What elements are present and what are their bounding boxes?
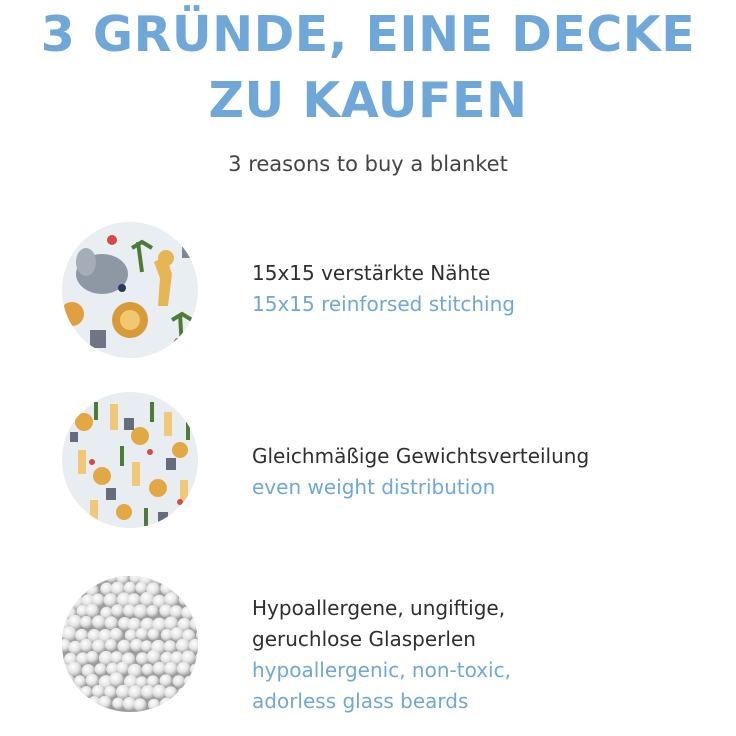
reason-2-german-line: Gleichmäßige Gewichtsverteilung [252, 444, 590, 468]
reason-2-english-line: even weight distribution [252, 475, 496, 499]
reason-1-german [252, 258, 722, 289]
reason-2-english [252, 472, 722, 503]
reason-3 [252, 593, 722, 717]
page-title-line-1: 3 GRÜNDE, EINE DECKE [40, 6, 696, 63]
page-subtitle: 3 reasons to buy a blanket [228, 152, 508, 176]
page-title [0, 2, 736, 134]
fabric-pattern-image [62, 392, 198, 528]
reason-3-english-line-1: hypoallergenic, non-toxic, [252, 658, 511, 682]
page-title-line-2: ZU KAUFEN [208, 72, 528, 129]
reason-1-english [252, 289, 722, 320]
reason-1-english-line: 15x15 reinforsed stitching [252, 292, 515, 316]
reason-1-german-line: 15x15 verstärkte Nähte [252, 261, 491, 285]
reason-3-english-line-2: adorless glass beards [252, 689, 469, 713]
reason-3-german-line-2: geruchlose Glasperlen [252, 627, 476, 651]
fabric-closeup-image [62, 222, 198, 358]
reason-2-german [252, 441, 722, 472]
reason-2 [252, 441, 722, 503]
reason-3-english [252, 655, 722, 717]
reason-1 [252, 258, 722, 320]
reason-3-german-line-1: Hypoallergene, ungiftige, [252, 596, 506, 620]
reason-3-german [252, 593, 722, 655]
glass-beads-image [62, 576, 198, 712]
